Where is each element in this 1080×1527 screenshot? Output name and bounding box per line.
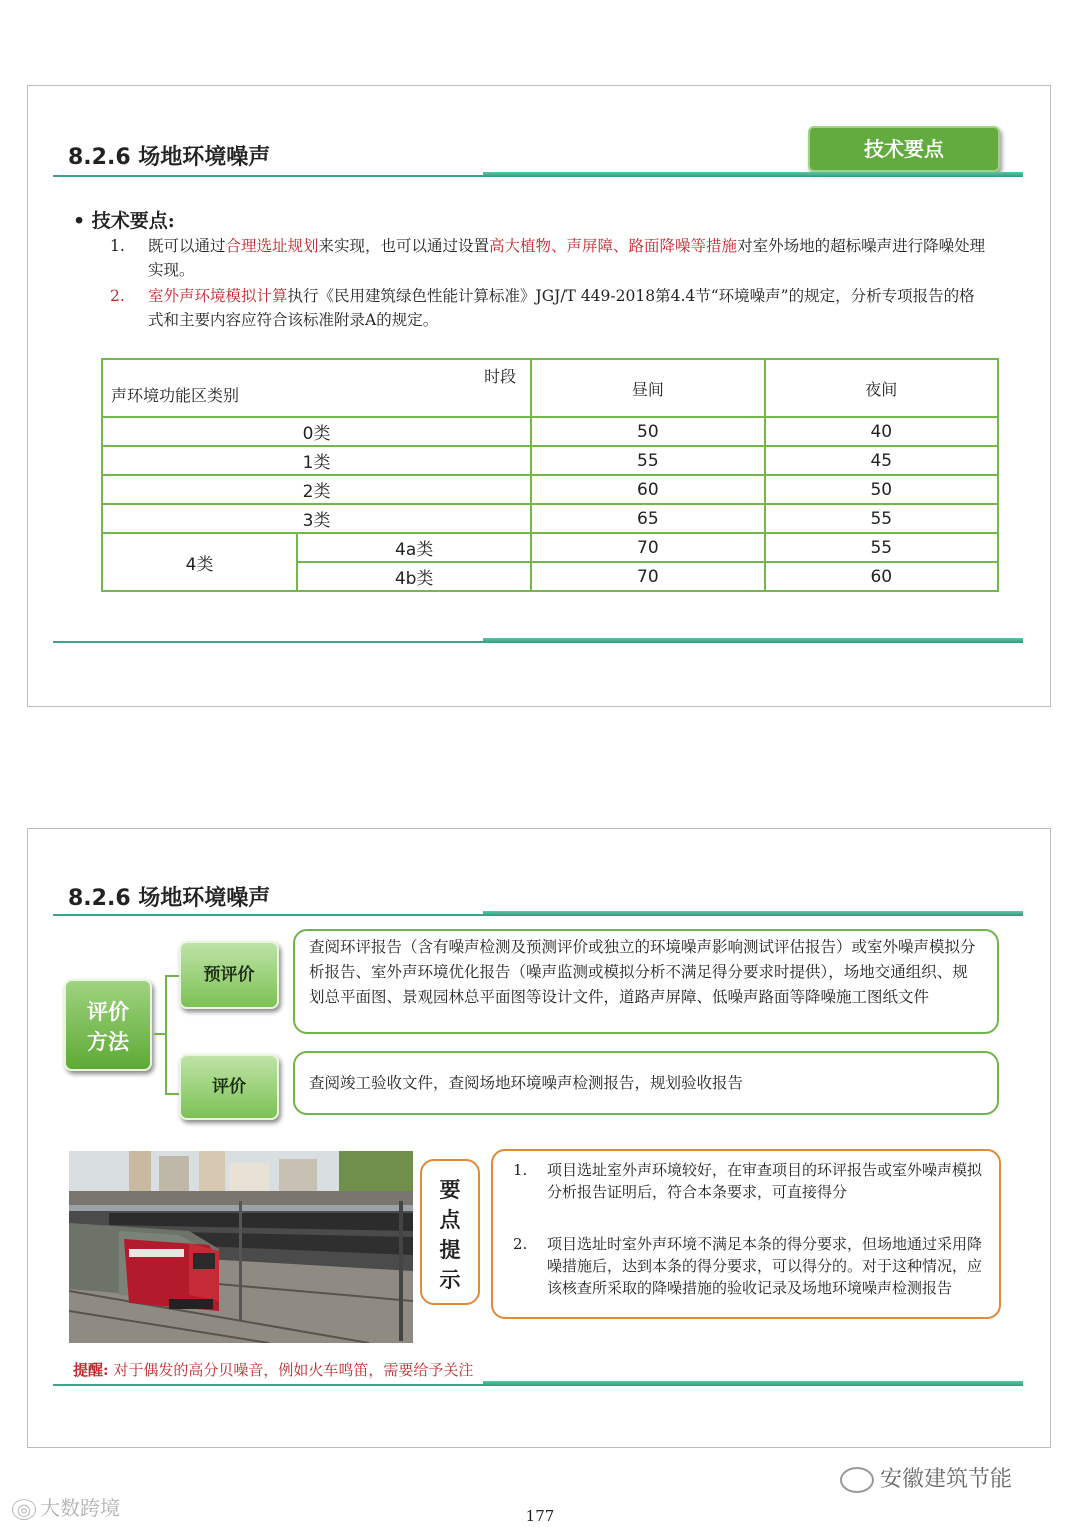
watermark-right [840,1462,1012,1493]
category-cell: 3类 [102,504,531,533]
evaluation-text: 查阅竣工验收文件，查阅场地环境噪声检测报告，规划验收报告 [309,1074,744,1092]
reminder-label: 提醒: [73,1361,109,1379]
point-1 [110,234,990,284]
header-day: 昼间 [531,359,764,417]
category-cell: 1类 [102,446,531,475]
point-number: 1. [110,237,125,255]
subcategory-cell: 4a类 [297,533,531,562]
category-cell: 4类 [102,533,297,591]
reminder [73,1359,473,1380]
method-label-text: 评价方法 [87,999,129,1054]
reminder-text: 对于偶发的高分贝噪音，例如火车鸣笛，需要给予关注 [113,1361,474,1379]
train-photo [69,1151,413,1343]
key-point-number: 1. [513,1161,528,1179]
point-text [148,234,990,282]
noise-limit-table [101,358,999,592]
pre-evaluation-label: 预评价 [179,941,279,1009]
text-run: 来实现，也可以通过设置 [318,237,490,255]
table-row [102,504,998,533]
point-text [148,284,990,332]
header-corner-cell [102,359,531,417]
watermark-right-text: 安徽建筑节能 [880,1467,1013,1492]
key-point-text: 项目选址时室外声环境不满足本条的得分要求，但场地通过采用降噪措施后，达到本条的得分要求，可以得分的。对于这种情况，应该核查所采取的降噪措施的验收记录及场地环境噪声检测报告 [547,1235,983,1297]
bracket-line [154,1033,166,1035]
bracket-line [165,1093,179,1095]
page-number: 177 [525,1507,555,1525]
night-value: 50 [765,475,998,504]
slide-technical-points [27,85,1051,707]
text-run-highlight: 高大植物、声屏障、路面降噪等措施 [489,237,738,255]
point-2 [110,284,990,334]
category-cell: 2类 [102,475,531,504]
title-divider [53,172,1025,178]
table-row [102,446,998,475]
subcategory-cell: 4b类 [297,562,531,591]
key-points-label-box [420,1159,480,1305]
night-value: 60 [765,562,998,591]
pre-evaluation-text: 查阅环评报告（含有噪声检测及预测评价或独立的环境噪声影响测试评估报告）或室外噪声模拟分析报告、室外声环境优化报告（噪声监测或模拟分析不满足得分要求时提供），场地交通组织、规划总平面图、景观园林总平面图等设计文件，道路声屏障、低噪声路面等降噪施工图纸文件 [309,938,976,1006]
text-run: 执行《民用建筑绿色性能计算标准》JGJ/T 449-2018第4.4节“环境噪声”的规定，分析专项报告的格式和主要内容应符合该标准附录A的规定。 [148,287,975,329]
night-value: 40 [765,417,998,446]
wechat-icon [840,1467,874,1493]
slide-title: 8.2.6 场地环境噪声 [68,886,271,911]
header-category: 声环境功能区类别 [111,386,240,405]
text-run: 对室外场地的超标噪声进行降噪处理实现。 [148,237,986,279]
slide-evaluation-method [27,828,1051,1448]
key-points-label: 要点提示 [439,1177,461,1292]
day-value: 55 [531,446,764,475]
key-point-number: 2. [513,1235,528,1253]
table-row [102,475,998,504]
day-value: 70 [531,562,764,591]
category-cell: 0类 [102,417,531,446]
bottom-divider [53,638,1025,644]
text-run-highlight: 合理选址规划 [225,237,319,255]
text-run: 既可以通过 [148,237,226,255]
header-time: 时段 [484,367,517,386]
key-point-text: 项目选址室外声环境较好，在审查项目的环评报告或室外噪声模拟分析报告证明后，符合本条要求，可直接得分 [547,1161,983,1201]
header-night: 夜间 [765,359,998,417]
night-value: 45 [765,446,998,475]
day-value: 65 [531,504,764,533]
key-points-box [491,1149,1001,1319]
evaluation-method-label [64,979,152,1071]
table-row [102,417,998,446]
day-value: 70 [531,533,764,562]
watermark-left: ◎ 大数跨境 [12,1492,120,1521]
pre-evaluation-box [293,929,999,1034]
watermark-left-text: 大数跨境 [39,1496,120,1520]
night-value: 55 [765,504,998,533]
day-value: 50 [531,417,764,446]
slide-title: 8.2.6 场地环境噪声 [68,145,271,170]
section-heading: • 技术要点: [73,210,175,232]
evaluation-box [293,1051,999,1115]
evaluation-label: 评价 [179,1054,279,1120]
tag-technical-points: 技术要点 [808,126,1000,172]
day-value: 60 [531,475,764,504]
bottom-divider [53,1381,1025,1387]
night-value: 55 [765,533,998,562]
title-divider [53,911,1025,917]
table-row [102,533,998,562]
bracket-line [165,975,179,977]
text-run-highlight: 室外声环境模拟计算 [148,287,288,305]
point-number: 2. [110,287,125,305]
